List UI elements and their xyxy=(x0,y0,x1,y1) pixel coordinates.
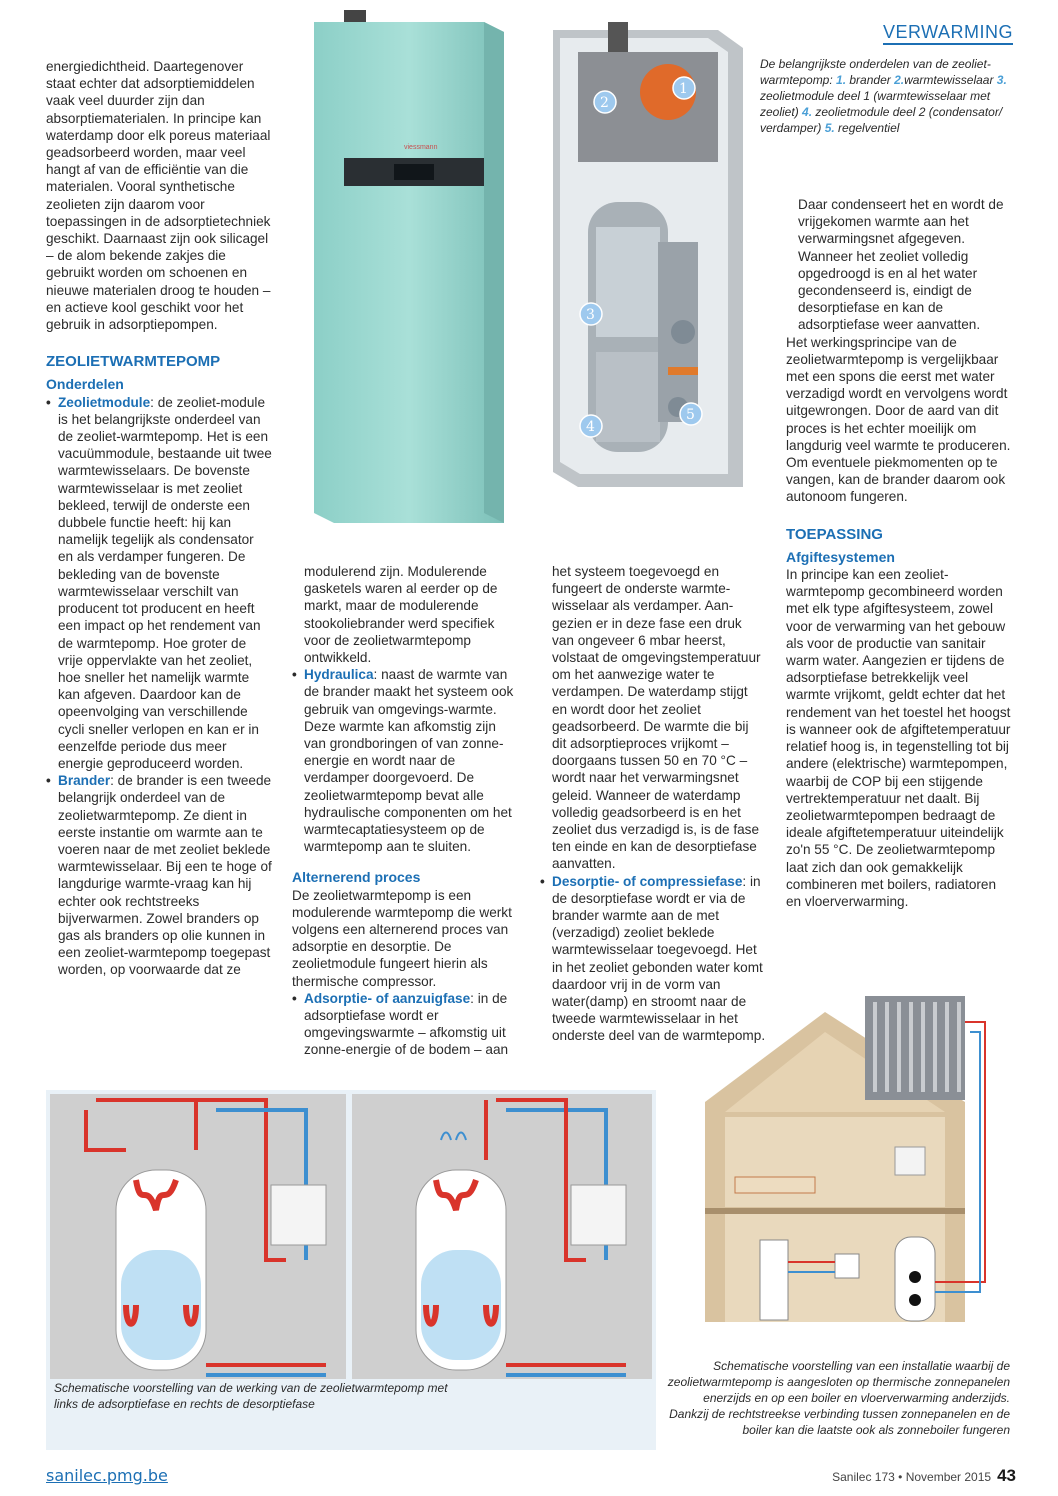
heading-zeolietwarmtepomp: ZEOLIETWARMTEPOMP xyxy=(46,353,221,371)
heat-pump-cutaway-image xyxy=(548,12,748,492)
caption-t3: zeolietmodule deel 1 (warmtewisselaar met zeoliet) xyxy=(760,89,991,119)
column-2 xyxy=(292,563,520,1059)
col4-para3: In principe kan een zeoliet-warmtepomp gecombineerd worden met elk type afgiftesysteem, zowel voor de verwarming van het gebouw als voor de productie van sanitair warm water. Aangezien er tijdens de adsorptiefase betrekkelijk veel warmte vrijkomt, geldt echter dat het rendement van het toestel het hoogst is wanneer ook de afgiftetemperatuur relatief hoog is, in tegenstelling tot bij andere (elektrische) warmtepompen, waarbij de COP bij een stijgende vertrektemperatuur net daalt. Bij zeolietwarmtepompen bedraagt de ideale afgiftetemperatuur uiteindelijk zo'n 55 °C. De zeolietwarmtepomp laat zich dan ook gemakkelijk combineren met boilers, radiatoren en vloerverwarming. xyxy=(786,567,1011,909)
marker-2-label: 2 xyxy=(600,95,609,111)
col1-intro: energiedichtheid. Daartegenover staat echter dat adsorptiemiddelen vaak veel duurder zijn dan absorptiematerialen. In principe kan waterdamp door elk poreus materiaal geadsorbeerd worden, maar veel hangt af van de efficiëntie van die materialen. Vooral synthetische zeolieten zijn daarom voor toepassingen in de adsorptietechniek geschikt. Daarnaast zijn ook silicagel – de alom bekende zakjes die gebruikt worden om schoenen en nieuwe materialen droog te houden – en actieve kool geschikt voor het gebruik in adsorptiepompen. xyxy=(46,59,271,333)
bullet-brander-text: : de brander is een tweede belangrijk onderdeel van de zeolietwarmtepomp. Ze dient in eerste instantie om warmte aan te voeren naar de met zeoliet beklede warmtewisselaar. Bij een te hoge of langdurige warmte-vraag kan hij echter ook rechtstreeks bijverwarmen. Zowel branders op gas als branders op olie kunnen in een zeoliet-warmtepomp toegepast worden, op voorwaarde dat ze xyxy=(58,773,272,978)
column-1 xyxy=(46,58,272,979)
bullet-desorptie-key: Desorptie- of compressiefase xyxy=(552,873,743,889)
bullet-adsorptie-text: : in de adsorptiefase wordt er omgevingswarmte – afkomstig uit zonne-energie of de bodem – aan xyxy=(304,990,509,1058)
process-caption: Schematische voorstelling van de werking van de zeolietwarmtepomp met links de adsorptiefase en rechts de desorptiefase xyxy=(54,1381,448,1411)
heat-pump-unit-image xyxy=(304,8,526,528)
bullet-zeolietmodule-key: Zeolietmodule xyxy=(58,394,151,410)
caption-n2: 2. xyxy=(894,73,905,87)
footer-website[interactable]: sanilec.pmg.be xyxy=(46,1466,168,1485)
bullet-brander-key: Brander xyxy=(58,773,111,789)
brand-label: viessmann xyxy=(404,144,438,151)
caption-t2: warmtewisselaar xyxy=(904,73,997,87)
marker-5-label: 5 xyxy=(686,407,695,423)
col4-cont: Daar condenseert het en wordt de vrijgekomen warmte aan het verwarmingsnet afgegeven. Wanneer het zeoliet volledig opgedroogd is en al het water gecondenseerd is, eindigt de desorptiefase en kan de adsorptiefase weer aanvatten. xyxy=(798,197,1004,333)
col3-cont: het systeem toegevoegd en fungeert de onderste warmte-wisselaar als verdamper. Aan-gezien er in deze fase een druk van ongeveer 6 mbar heerst, volstaat de omgevingstemperatuur om het aanwezige water te verdampen. De waterdamp stijgt en wordt door het zeoliet geadsorbeerd. De warmte die bij dit adsorptieproces vrijkomt – doorgaans tussen 50 en 70 °C – wordt naar het verwarmingsnet geleid. Wanneer de waterdamp volledig geadsorbeerd is en het zeoliet dus verzadigd is, is de fase ten einde en kan de desorptiefase aanvatten. xyxy=(552,564,761,872)
col2-para: De zeolietwarmtepomp is een modulerende warmtepomp die werkt volgens een alternerend proces van adsorptie en desorptie. De zeolietmodule fungeert hierin als thermische compressor. xyxy=(292,887,512,989)
col2-cont: modulerend zijn. Modulerende gasketels waren al eerder op de markt, maar de modulerende stookoliebrander werd specifiek voor de zeolietwarmtepomp ontwikkeld. xyxy=(304,564,498,666)
bullet-zeolietmodule-text: : de zeoliet-module is het belangrijkste onderdeel van de zeoliet-warmtepomp. Het is een vacuümmodule, bestaande uit twee warmtewisselaars. De bovenste warmtewisselaar is met zeoliet bekleed, terwijl de onderste een dubbele functie heeft: hij kan namelijk tegelijk als condensator en als verdamper fungeren. De bekleding van de bovenste warmtewisselaar verschilt van producent tot producent en heeft een impact op het rendement van de warmtepomp. Hoe groter de vrije oppervlakte van het zeoliet, hoe sneller het namelijk warmte kan afgeven. Daardoor kan de opeenvolging van verschillende cycli sneller verlopen en kan er in eenzelfde periode dus meer energie geproduceerd worden. xyxy=(58,394,272,771)
footer-issue-text: Sanilec 173 • November 2015 xyxy=(832,1470,992,1484)
caption-pre: De belangrijkste onderdelen van de zeoliet-warmtepomp: xyxy=(760,57,991,87)
caption-t4: zeolietmodule deel 2 (condensator/ verdamper) xyxy=(760,105,1003,135)
col4-para2: Het werkingsprincipe van de zeolietwarmtepomp is vergelijkbaar met een spons die eerst met water verzadigd wordt en vervolgens wordt uitgewrongen. Door de aard van dit proces is het echter moeilijk om langdurig veel warmte te produceren. Om eventuele piekmomenten op te vangen, kan de brander daarom ook autonoom fungeren. xyxy=(786,334,1011,505)
heading-toepassing: TOEPASSING xyxy=(786,525,883,543)
parts-caption xyxy=(760,56,1012,136)
installation-caption: Schematische voorstelling van een installatie waarbij de zeolietwarmtepomp is aangesloten op thermische zonnepanelen enerzijds en op een boiler en vloerverwarming anderzijds. Dankzij de rechtstreekse verbinding tussen zonnepanelen en de boiler kan die laatste ook als zonneboiler fungeren xyxy=(667,1359,1010,1437)
section-tag: VERWARMING xyxy=(883,22,1013,45)
caption-n1: 1. xyxy=(836,73,847,87)
caption-n5: 5. xyxy=(824,121,835,135)
caption-n3: 3. xyxy=(996,73,1007,87)
process-diagram-panel xyxy=(46,1090,656,1450)
page-number: 43 xyxy=(997,1466,1016,1485)
caption-t5: regelventiel xyxy=(834,121,900,135)
bullet-desorptie-text: : in de desorptiefase wordt er via de brander warmte aan de met (verzadigd) zeoliet beklede warmtewisselaar toegevoegd. Het in het zeoliet gebonden water komt daardoor vrij in de vorm van water(damp) en stroomt naar de tweede warmtewisselaar in het onderste deel van de warmtepomp. xyxy=(552,873,766,1044)
footer-issue xyxy=(832,1466,1016,1486)
subheading-alternerend: Alternerend proces xyxy=(292,869,421,886)
marker-3-label: 3 xyxy=(586,307,595,323)
marker-1-label: 1 xyxy=(679,81,688,97)
bullet-hydraulica-text: : naast de warmte van de brander maakt het systeem ook gebruik van omgevings-warmte. Deze warmte kan afkomstig zijn van grondboringen of van zonne-energie en wordt naar de verdamper doorgevoerd. De zeolietwarmtepomp bevat alle hydraulische componenten om het warmtecaptatiesysteem op de warmtepomp aan te sluiten. xyxy=(304,667,514,855)
column-3 xyxy=(540,563,766,1045)
column-4 xyxy=(786,196,1014,910)
house-installation-diagram xyxy=(665,982,1015,1352)
caption-t1: brander xyxy=(846,73,895,87)
subheading-afgiftesystemen: Afgiftesystemen xyxy=(786,548,895,565)
bullet-adsorptie-key: Adsorptie- of aanzuigfase xyxy=(304,990,471,1006)
caption-n4: 4. xyxy=(802,105,813,119)
marker-4-label: 4 xyxy=(586,419,595,435)
subheading-onderdelen: Onderdelen xyxy=(46,376,124,393)
bullet-hydraulica-key: Hydraulica xyxy=(304,667,374,683)
